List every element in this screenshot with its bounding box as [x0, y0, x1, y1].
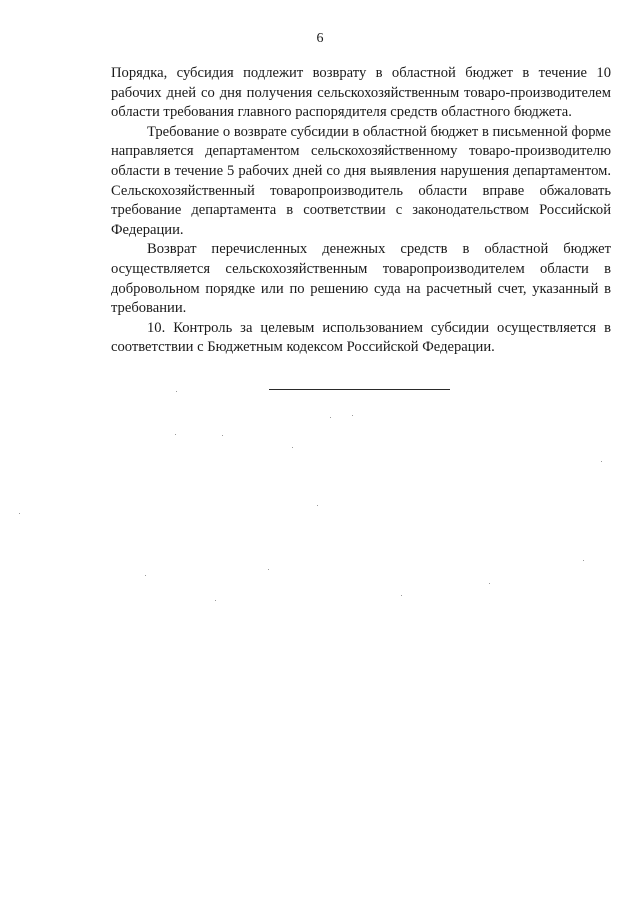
scan-speck [268, 569, 269, 570]
paragraph-refund-procedure: Возврат перечисленных денежных средств в областной бюджет осуществляется сельскохозяйственным товаропроизводителем области в добровольном порядке или по решению суда на расчетный счет, указанный в требовании. [111, 241, 611, 317]
scan-speck [222, 435, 223, 436]
scan-speck [317, 505, 318, 506]
paragraph-refund-demand: Требование о возврате субсидии в областной бюджет в письменной форме направляется департаментом сельскохозяйственному товаро-производителю области в течение 5 рабочих дней со дня выявления нарушения департаментом. Сельскохозяйственный товаропроизводитель области вправе обжаловать требование департамента в соответствии с законодательством Российской Федерации. [111, 123, 611, 238]
scan-speck [601, 461, 602, 462]
scan-speck [352, 415, 353, 416]
page-number: 6 [316, 31, 324, 46]
end-separator-line [269, 389, 450, 390]
scan-speck [176, 391, 177, 392]
scan-speck [330, 417, 331, 418]
scan-speck [175, 434, 176, 435]
scan-speck [145, 575, 146, 576]
paragraph-continuation: Порядка, субсидия подлежит возврату в областной бюджет в течение 10 рабочих дней со дня получения сельскохозяйственным товаро-производителем области требования главного распорядителя средств областного бюджета. [111, 65, 611, 121]
scan-speck [292, 447, 293, 448]
paragraph-control-clause: 10. Контроль за целевым использованием субсидии осуществляется в соответствии с Бюджетным кодексом Российской Федерации. [111, 319, 611, 356]
document-body [111, 64, 611, 358]
scan-speck [489, 583, 490, 584]
scan-speck [583, 560, 584, 561]
scan-speck [215, 600, 216, 601]
scan-speck [401, 595, 402, 596]
scan-speck [19, 513, 20, 514]
